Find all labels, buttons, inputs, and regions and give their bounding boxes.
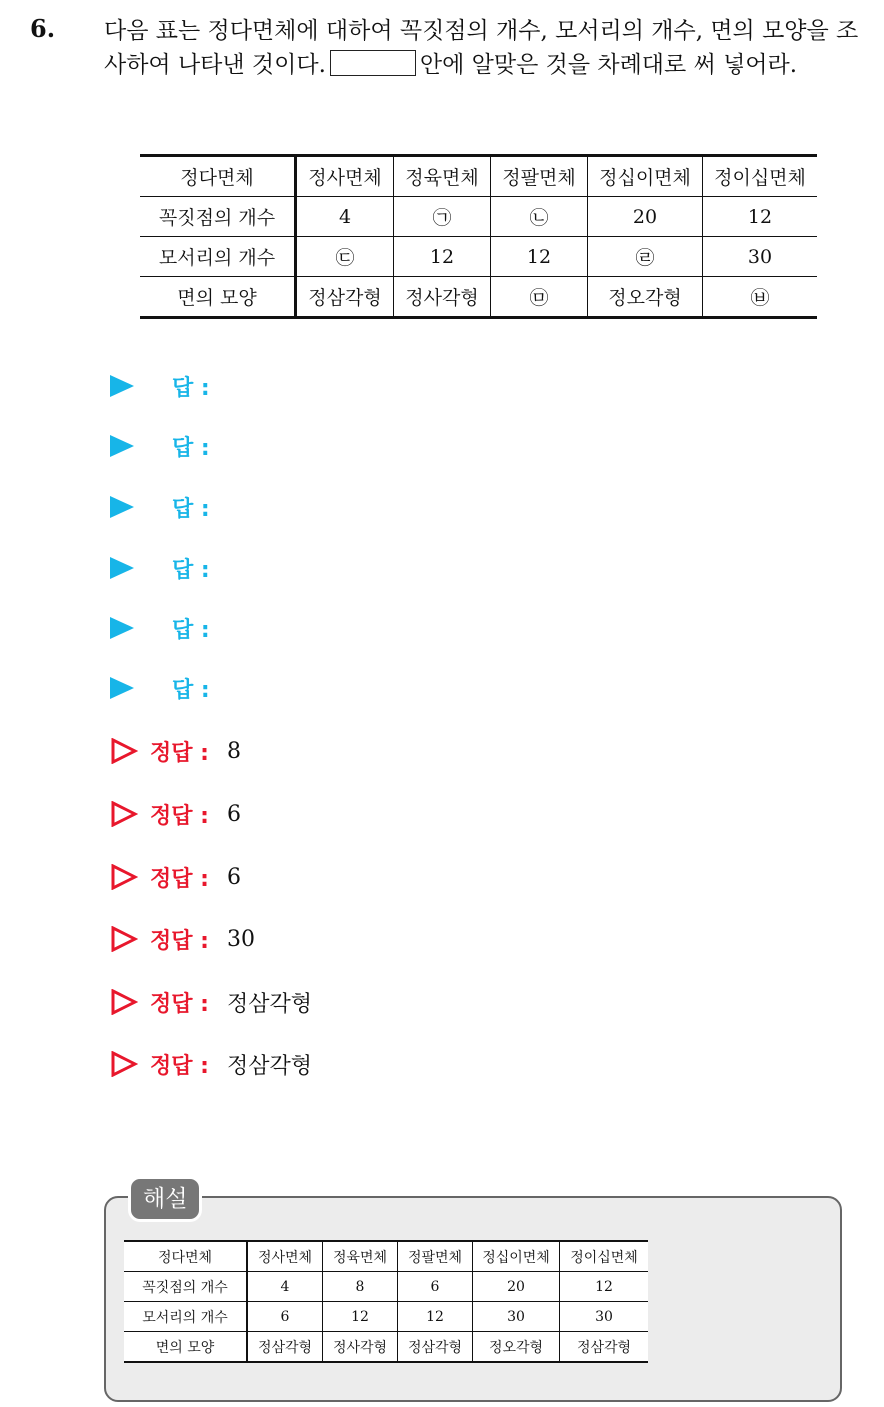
table-cell: 정삼각형 [296, 277, 394, 318]
table-cell: ㉠ [394, 197, 491, 237]
question-text-after: 안에 알맞은 것을 차례대로 써 넣어라. [419, 52, 798, 78]
outline-triangle-icon [110, 738, 138, 764]
answer-line[interactable] [110, 548, 210, 588]
table-cell: 정다면체 [180, 167, 254, 189]
table-cell: 면의 모양 [140, 277, 296, 318]
play-icon [110, 496, 134, 518]
table-cell: 8 [323, 1272, 398, 1302]
table-cell: 정육면체 [323, 1241, 398, 1272]
answer-line[interactable] [110, 668, 210, 708]
table-header-row [140, 156, 817, 197]
answer-label: 답 : [172, 435, 210, 461]
table-cell: 30 [560, 1302, 649, 1332]
table-cell: 정사각형 [394, 277, 491, 318]
table-cell: 정팔면체 [491, 156, 588, 197]
table-cell: 12 [394, 237, 491, 277]
outline-triangle-icon [110, 989, 138, 1015]
correct-answer-line [110, 794, 241, 834]
explanation-table [124, 1240, 648, 1363]
correct-value: 30 [226, 926, 255, 952]
table-cell: 20 [473, 1272, 560, 1302]
table-cell: 30 [703, 237, 818, 277]
question-text [104, 14, 864, 82]
table-cell: 12 [703, 197, 818, 237]
table-cell: 12 [491, 237, 588, 277]
answer-line[interactable] [110, 487, 210, 527]
table-cell: 6 [398, 1272, 473, 1302]
table-cell: 12 [398, 1302, 473, 1332]
correct-answer-line [110, 919, 255, 959]
answer-line[interactable] [110, 608, 210, 648]
table-cell: 12 [560, 1272, 649, 1302]
outline-triangle-icon [110, 801, 138, 827]
correct-answer-line [110, 1044, 312, 1084]
correct-label: 정답 : [150, 803, 209, 829]
table-cell: ㉡ [491, 197, 588, 237]
correct-value: 정삼각형 [226, 1053, 312, 1079]
table-cell: 12 [323, 1302, 398, 1332]
correct-value: 6 [226, 801, 241, 827]
table-cell: 꼭짓점의 개수 [140, 197, 296, 237]
correct-answer-line [110, 731, 241, 771]
table-row [124, 1302, 648, 1332]
table-cell: 꼭짓점의 개수 [124, 1272, 247, 1302]
play-icon [110, 557, 134, 579]
table-cell: ㉣ [588, 237, 703, 277]
table-cell: ㉤ [491, 277, 588, 318]
table-cell: 정사면체 [247, 1241, 323, 1272]
outline-triangle-icon [110, 1051, 138, 1077]
correct-value: 정삼각형 [226, 991, 312, 1017]
play-icon [110, 435, 134, 457]
table-cell: 정십이면체 [588, 156, 703, 197]
polyhedra-table [140, 154, 817, 319]
table-cell: 정팔면체 [398, 1241, 473, 1272]
table-cell: 정이십면체 [560, 1241, 649, 1272]
table-row [140, 197, 817, 237]
table-cell: 정십이면체 [473, 1241, 560, 1272]
table-cell: ㉢ [296, 237, 394, 277]
table-cell: 30 [473, 1302, 560, 1332]
table-cell: 정사면체 [296, 156, 394, 197]
play-icon [110, 375, 134, 397]
table-row [140, 277, 817, 318]
table-cell: 정삼각형 [247, 1332, 323, 1363]
table-cell: 정사각형 [323, 1332, 398, 1363]
table-cell: 정오각형 [588, 277, 703, 318]
correct-value: 8 [226, 738, 241, 764]
correct-label: 정답 : [150, 740, 209, 766]
correct-label: 정답 : [150, 1053, 209, 1079]
correct-label: 정답 : [150, 866, 209, 892]
table-cell: 정삼각형 [398, 1332, 473, 1363]
correct-label: 정답 : [150, 991, 209, 1017]
outline-triangle-icon [110, 864, 138, 890]
table-cell: 면의 모양 [124, 1332, 247, 1363]
table-cell: 정육면체 [394, 156, 491, 197]
table-cell: 정삼각형 [560, 1332, 649, 1363]
table-cell: 20 [588, 197, 703, 237]
outline-triangle-icon [110, 926, 138, 952]
blank-box [330, 50, 416, 76]
table-cell: ㉥ [703, 277, 818, 318]
correct-answer-line [110, 982, 312, 1022]
table-cell: 모서리의 개수 [124, 1302, 247, 1332]
table-row [124, 1272, 648, 1302]
correct-label: 정답 : [150, 928, 209, 954]
answer-line[interactable] [110, 426, 210, 466]
table-cell: 6 [247, 1302, 323, 1332]
answer-line[interactable] [110, 366, 210, 406]
play-icon [110, 677, 134, 699]
answer-label: 답 : [172, 617, 210, 643]
correct-value: 6 [226, 864, 241, 890]
table-row [124, 1332, 648, 1363]
explanation-title: 해설 [128, 1176, 202, 1222]
table-cell: 모서리의 개수 [140, 237, 296, 277]
table-cell: 4 [247, 1272, 323, 1302]
play-icon [110, 617, 134, 639]
correct-answer-line [110, 857, 241, 897]
table-row [140, 237, 817, 277]
answer-label: 답 : [172, 375, 210, 401]
question-text-before: 다음 표는 정다면체에 대하여 꼭짓점의 개수, 모서리의 개수, 면의 모양을 조사하여 나타낸 것이다. [104, 18, 859, 78]
answer-label: 답 : [172, 677, 210, 703]
answer-label: 답 : [172, 496, 210, 522]
table-cell: 정이십면체 [703, 156, 818, 197]
table-cell: 정다면체 [157, 1249, 213, 1266]
question-number: 6. [30, 14, 56, 43]
table-cell: 4 [296, 197, 394, 237]
answer-label: 답 : [172, 557, 210, 583]
table-cell: 정오각형 [473, 1332, 560, 1363]
table-header-row [124, 1241, 648, 1272]
